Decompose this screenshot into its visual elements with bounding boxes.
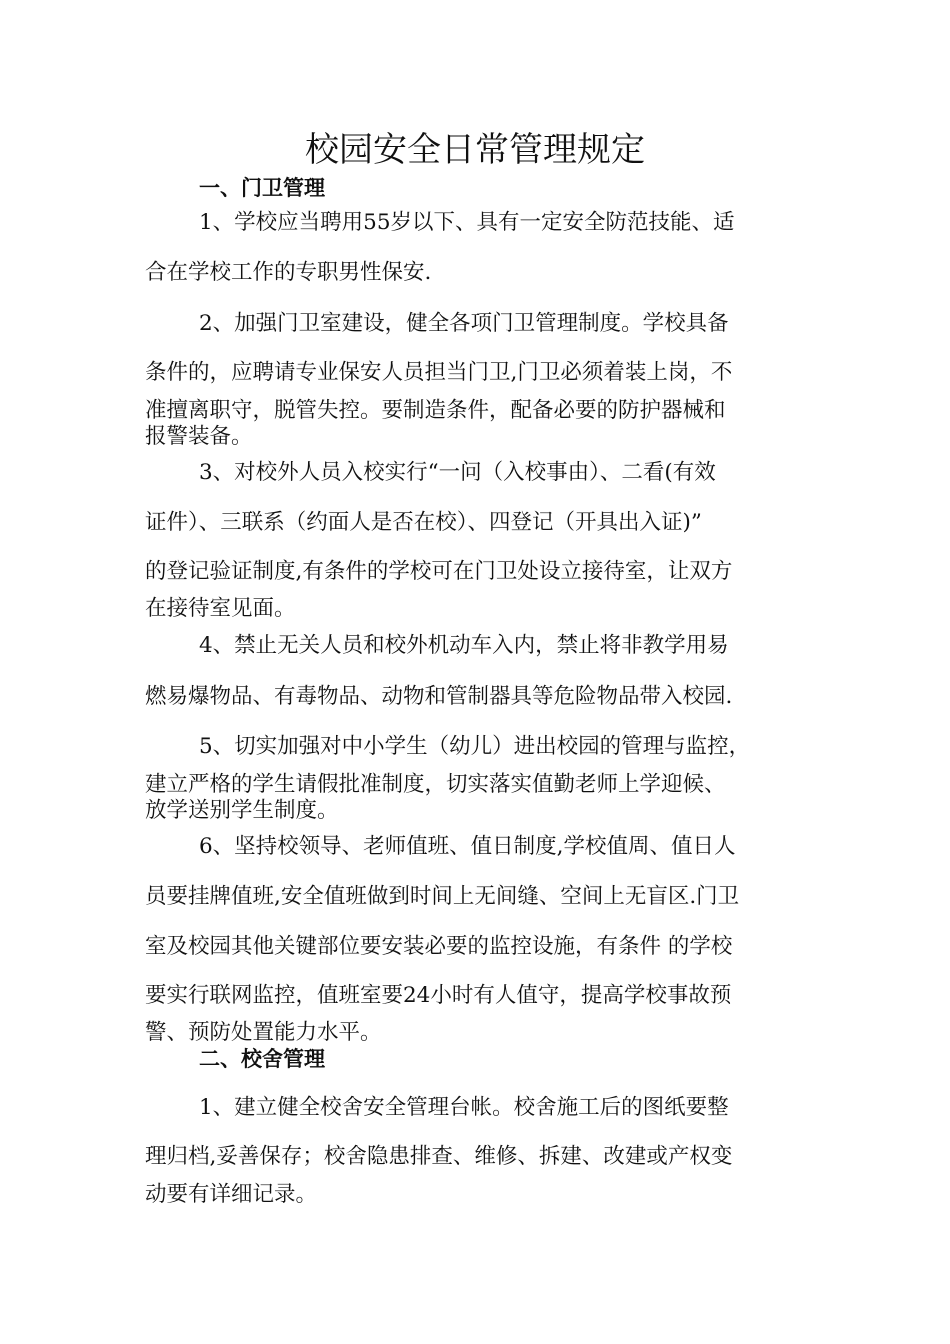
paragraph-line: 动要有详细记录。 [145,1182,318,1207]
paragraph-line: 员要挂牌值班,安全值班做到时间上无间缝、空间上无盲区.门卫 [145,884,740,909]
paragraph-line: 6、坚持校领导、老师值班、值日制度,学校值周、值日人 [199,834,736,859]
paragraph-line: 建立严格的学生请假批准制度，切实落实值勤老师上学迎候、 [145,772,726,797]
paragraph-line: 1、建立健全校舍安全管理台帐。校舍施工后的图纸要整 [199,1095,729,1120]
document-title: 校园安全日常管理规定 [305,130,645,170]
paragraph-line: 5、切实加强对中小学生（幼儿）进出校园的管理与监控， [199,734,751,759]
paragraph-line: 条件的，应聘请专业保安人员担当门卫,门卫必须着装上岗，不 [145,360,733,385]
paragraph-line: 理归档,妥善保存；校舍隐患排查、维修、拆建、改建或产权变 [145,1144,733,1169]
paragraph-line: 证件）、三联系（约面人是否在校）、四登记（开具出入证)” [145,510,702,535]
paragraph-line: 准擅离职守，脱管失控。要制造条件，配备必要的防护器械和 [145,398,726,423]
paragraph-line: 2、加强门卫室建设，健全各项门卫管理制度。学校具备 [199,311,729,336]
paragraph-line: 放学送别学生制度。 [145,798,339,823]
section-heading-gate: 一、门卫管理 [199,176,325,200]
paragraph-line: 1、学校应当聘用55岁以下、具有一定安全防范技能、适 [199,210,735,235]
paragraph-line: 燃易爆物品、有毒物品、动物和管制器具等危险物品带入校园. [145,684,733,709]
paragraph-line: 要实行联网监控，值班室要24小时有人值守，提高学校事故预 [145,983,732,1008]
paragraph-line: 4、禁止无关人员和校外机动车入内，禁止将非教学用易 [199,633,729,658]
paragraph-line: 室及校园其他关键部位要安装必要的监控设施，有条件 的学校 [145,934,733,959]
section-heading-buildings: 二、校舍管理 [199,1047,325,1071]
paragraph-line: 3、对校外人员入校实行“一问（入校事由）、二看(有效 [199,460,716,485]
paragraph-line: 警、预防处置能力水平。 [145,1020,382,1045]
paragraph-line: 合在学校工作的专职男性保安. [145,260,432,285]
paragraph-line: 报警装备。 [145,424,253,449]
paragraph-line: 在接待室见面。 [145,596,296,621]
paragraph-line: 的登记验证制度,有条件的学校可在门卫处设立接待室，让双方 [145,559,733,584]
